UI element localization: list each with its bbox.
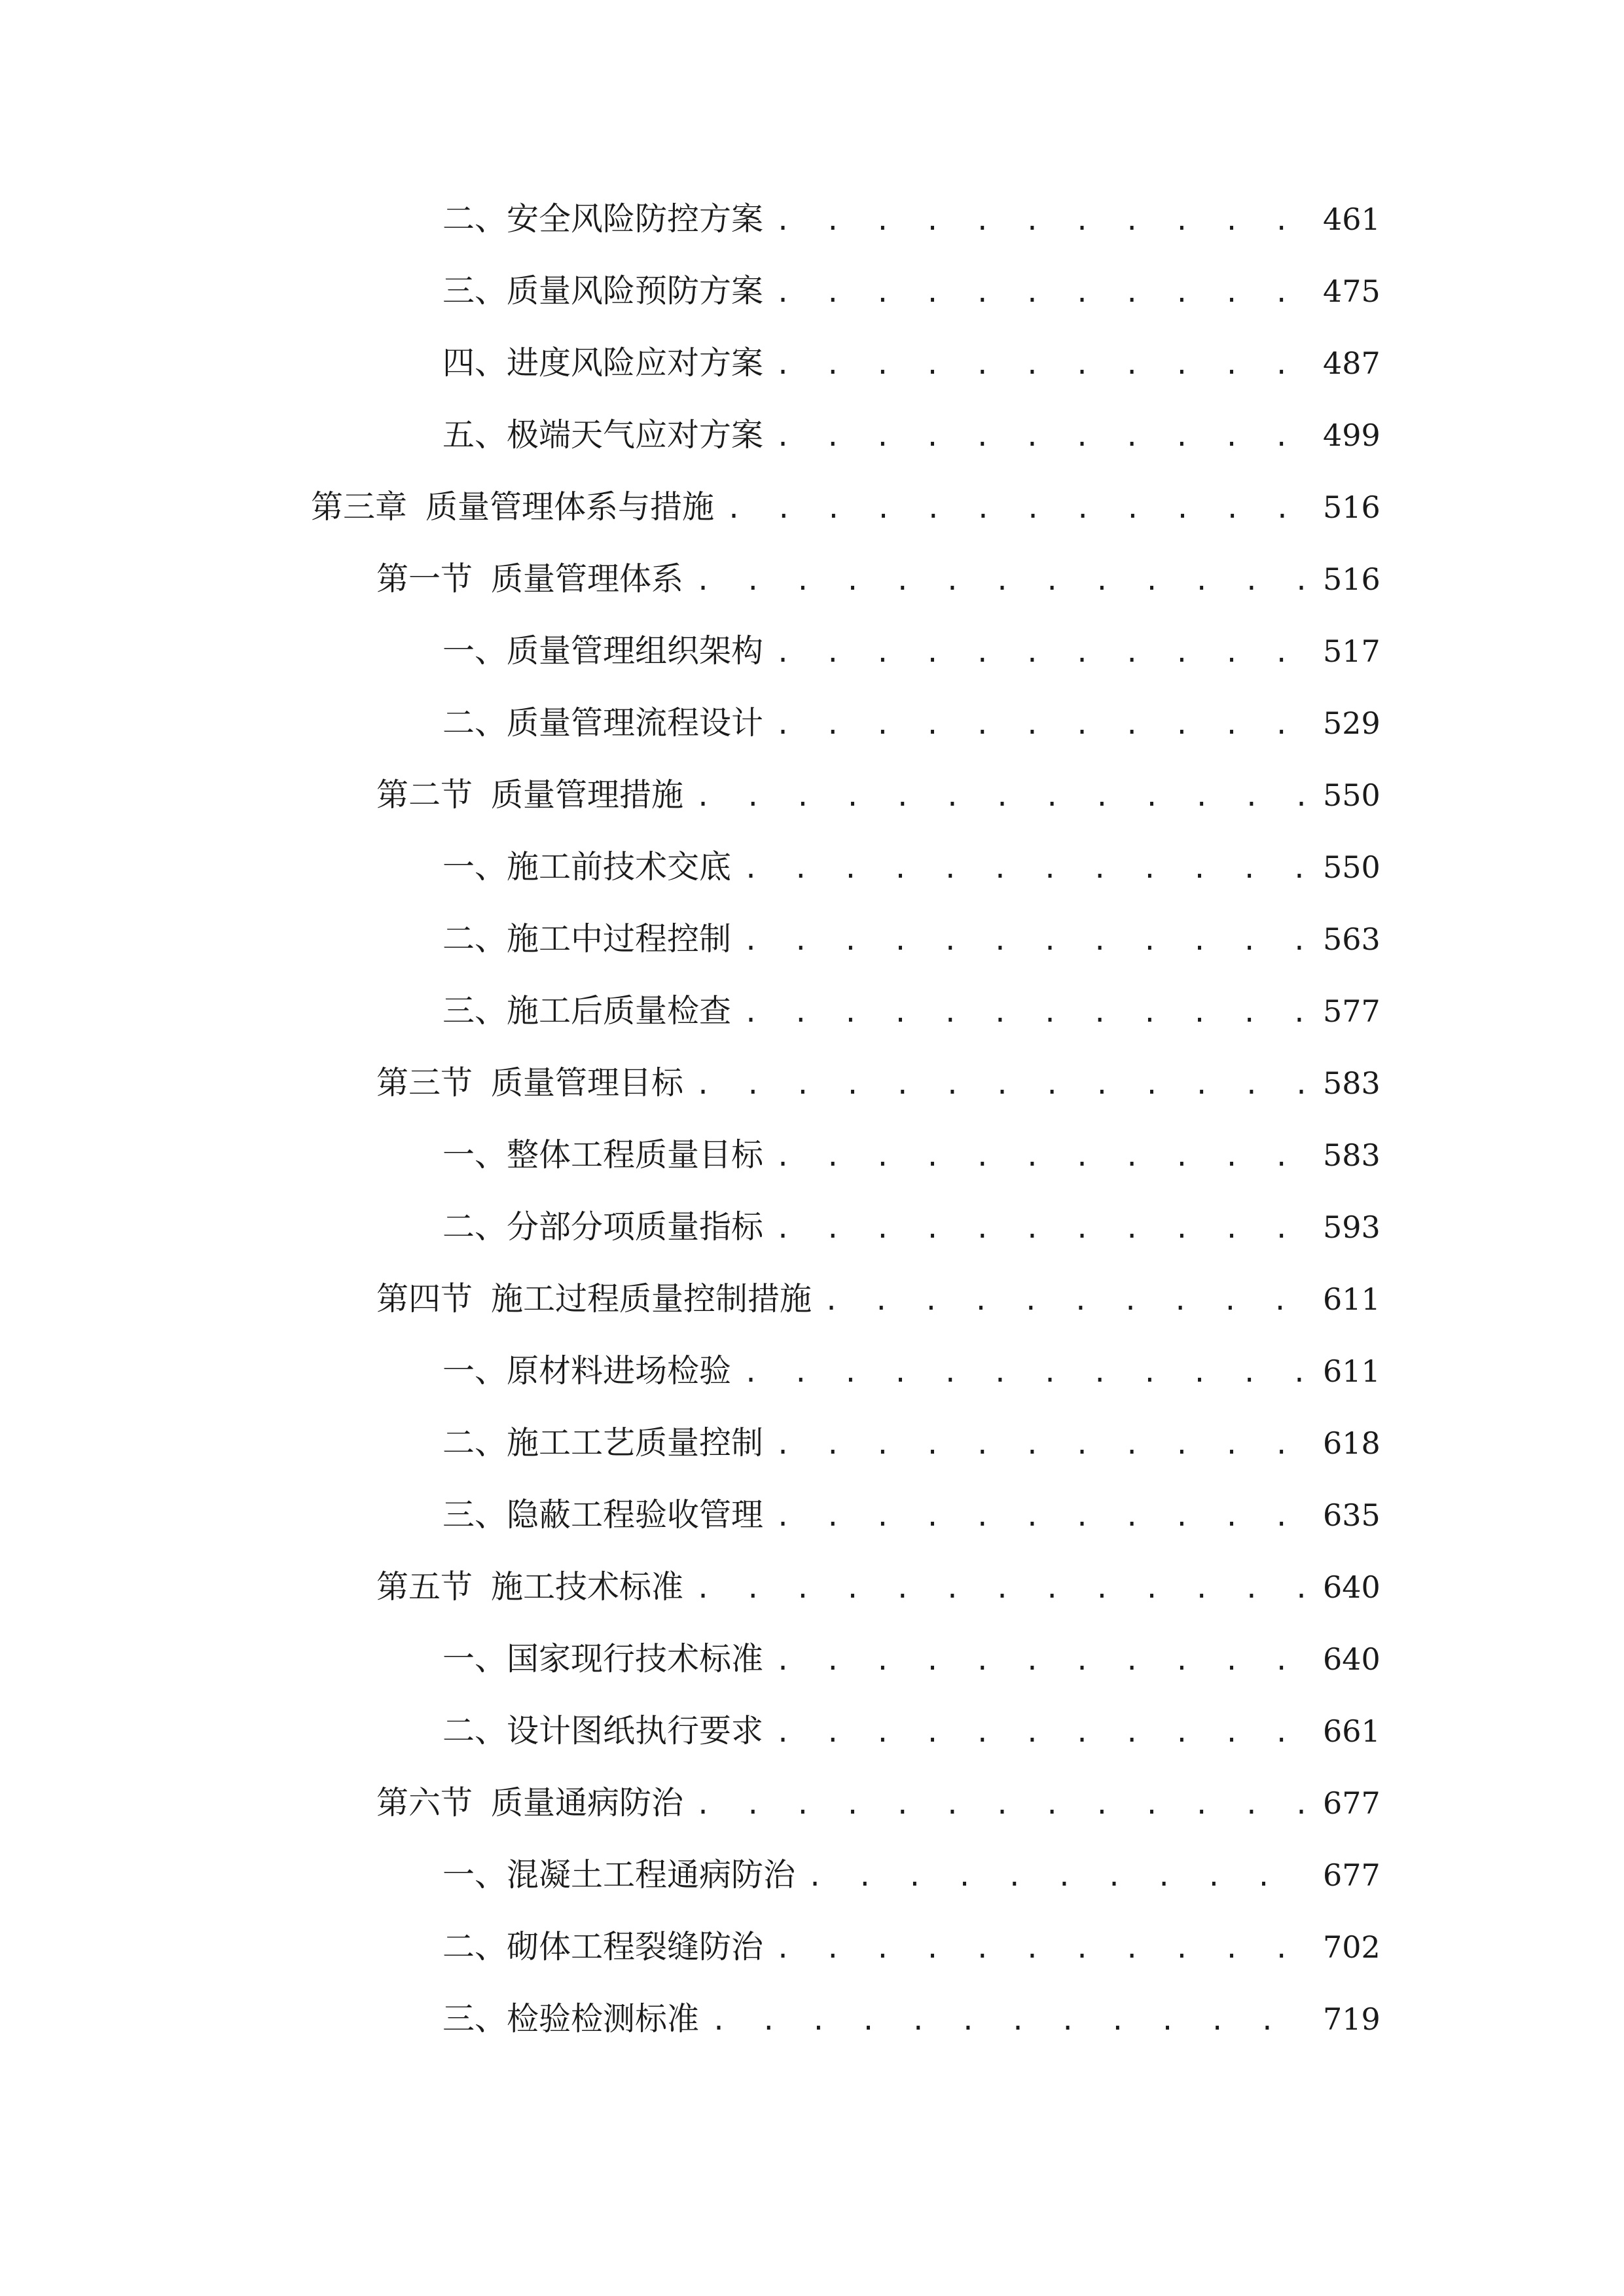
toc-entry[interactable] bbox=[0, 622, 1624, 694]
toc-entry-title: 质量通病防治 bbox=[491, 1784, 684, 1821]
toc-entry[interactable] bbox=[0, 1846, 1624, 1918]
toc-entry-title: 质量管理目标 bbox=[491, 1064, 684, 1102]
toc-entry-number: 二、 bbox=[442, 200, 507, 238]
toc-dot-leader bbox=[743, 912, 1308, 971]
toc-entry-number: 一、 bbox=[442, 1352, 507, 1390]
toc-entry-number: 第一节 bbox=[376, 560, 473, 598]
toc-entry-title: 施工中过程控制 bbox=[507, 920, 732, 958]
toc-dot-leader bbox=[775, 1920, 1308, 1979]
toc-entry-title: 质量管理组织架构 bbox=[507, 632, 764, 670]
toc-entry-number: 二、 bbox=[442, 1712, 507, 1749]
toc-dot-leader bbox=[726, 480, 1308, 539]
toc-entry-number: 一、 bbox=[442, 632, 507, 670]
toc-entry[interactable] bbox=[0, 910, 1624, 982]
toc-entry[interactable] bbox=[0, 1558, 1624, 1630]
toc-entry[interactable] bbox=[0, 982, 1624, 1054]
toc-dot-leader bbox=[695, 1776, 1308, 1835]
toc-entry-number: 一、 bbox=[442, 848, 507, 886]
toc-entry-number: 一、 bbox=[442, 1136, 507, 1174]
toc-entry-page-number: 550 bbox=[1323, 850, 1380, 885]
toc-dot-leader bbox=[695, 552, 1308, 611]
toc-dot-leader bbox=[743, 840, 1308, 899]
toc-entry-title: 施工工艺质量控制 bbox=[507, 1424, 764, 1462]
toc-entry-title: 质量管理体系与措施 bbox=[425, 488, 715, 526]
toc-entry-page-number: 593 bbox=[1323, 1210, 1380, 1245]
toc-dot-leader bbox=[695, 1560, 1308, 1619]
toc-entry-title: 质量管理体系 bbox=[491, 560, 684, 598]
toc-entry-page-number: 618 bbox=[1323, 1426, 1380, 1461]
toc-entry[interactable] bbox=[0, 1486, 1624, 1558]
toc-entry-title: 整体工程质量目标 bbox=[507, 1136, 764, 1174]
toc-entry-page-number: 461 bbox=[1323, 202, 1380, 237]
toc-entry-title: 检验检测标准 bbox=[507, 2000, 700, 2037]
toc-entry[interactable] bbox=[0, 334, 1624, 406]
toc-entry-page-number: 499 bbox=[1323, 418, 1380, 453]
toc-entry-title: 质量管理流程设计 bbox=[507, 704, 764, 742]
toc-entry-number: 第六节 bbox=[376, 1784, 473, 1821]
toc-dot-leader bbox=[695, 1056, 1308, 1115]
toc-entry[interactable] bbox=[0, 1774, 1624, 1846]
toc-dot-leader bbox=[775, 336, 1308, 395]
toc-entry-title: 进度风险应对方案 bbox=[507, 344, 764, 382]
toc-entry[interactable] bbox=[0, 262, 1624, 334]
toc-entry-title: 施工技术标准 bbox=[491, 1568, 684, 1605]
toc-entry-number: 三、 bbox=[442, 272, 507, 310]
toc-entry-number: 三、 bbox=[442, 1496, 507, 1534]
toc-dot-leader bbox=[775, 1128, 1308, 1187]
toc-entry-title: 砌体工程裂缝防治 bbox=[507, 1928, 764, 1965]
toc-entry-title: 国家现行技术标准 bbox=[507, 1640, 764, 1677]
toc-entry-page-number: 635 bbox=[1323, 1498, 1380, 1533]
table-of-contents bbox=[0, 190, 1624, 2062]
toc-dot-leader bbox=[743, 1344, 1308, 1403]
toc-entry-number: 三、 bbox=[442, 992, 507, 1030]
toc-entry[interactable] bbox=[0, 1342, 1624, 1414]
toc-entry-page-number: 677 bbox=[1323, 1785, 1380, 1821]
toc-entry-page-number: 719 bbox=[1323, 2001, 1380, 2037]
toc-dot-leader bbox=[775, 696, 1308, 755]
toc-entry-number: 一、 bbox=[442, 1856, 507, 1893]
toc-entry-page-number: 677 bbox=[1323, 1857, 1380, 1893]
toc-entry-number: 二、 bbox=[442, 1208, 507, 1246]
toc-entry-title: 隐蔽工程验收管理 bbox=[507, 1496, 764, 1534]
toc-entry[interactable] bbox=[0, 766, 1624, 838]
toc-entry[interactable] bbox=[0, 1054, 1624, 1126]
toc-entry-number: 四、 bbox=[442, 344, 507, 382]
toc-entry-title: 原材料进场检验 bbox=[507, 1352, 732, 1390]
toc-entry[interactable] bbox=[0, 1198, 1624, 1270]
toc-entry[interactable] bbox=[0, 1270, 1624, 1342]
toc-entry-number: 第四节 bbox=[376, 1280, 473, 1318]
toc-entry[interactable] bbox=[0, 1702, 1624, 1774]
toc-dot-leader bbox=[775, 1200, 1308, 1259]
toc-entry-title: 分部分项质量指标 bbox=[507, 1208, 764, 1246]
toc-entry-page-number: 583 bbox=[1323, 1138, 1380, 1173]
toc-entry-page-number: 640 bbox=[1323, 1570, 1380, 1605]
toc-entry-title: 施工前技术交底 bbox=[507, 848, 732, 886]
toc-dot-leader bbox=[775, 192, 1308, 251]
toc-dot-leader bbox=[695, 768, 1308, 827]
toc-entry-page-number: 640 bbox=[1323, 1641, 1380, 1677]
toc-entry-number: 二、 bbox=[442, 1928, 507, 1965]
toc-dot-leader bbox=[775, 264, 1308, 323]
toc-entry-page-number: 516 bbox=[1323, 562, 1380, 597]
toc-dot-leader bbox=[775, 408, 1308, 467]
toc-entry-page-number: 516 bbox=[1323, 490, 1380, 525]
toc-dot-leader bbox=[807, 1848, 1308, 1907]
toc-entry[interactable] bbox=[0, 550, 1624, 622]
toc-dot-leader bbox=[775, 1488, 1308, 1547]
toc-entry[interactable] bbox=[0, 1990, 1624, 2062]
toc-entry-title: 混凝土工程通病防治 bbox=[507, 1856, 796, 1893]
toc-entry[interactable] bbox=[0, 694, 1624, 766]
toc-entry-title: 质量管理措施 bbox=[491, 776, 684, 814]
toc-dot-leader bbox=[775, 624, 1308, 683]
toc-entry-page-number: 661 bbox=[1323, 1713, 1380, 1749]
toc-dot-leader bbox=[775, 1632, 1308, 1691]
toc-entry-page-number: 577 bbox=[1323, 994, 1380, 1029]
toc-entry-number: 第二节 bbox=[376, 776, 473, 814]
toc-entry[interactable] bbox=[0, 1918, 1624, 1990]
toc-entry[interactable] bbox=[0, 190, 1624, 262]
toc-entry-title: 施工后质量检查 bbox=[507, 992, 732, 1030]
toc-entry-page-number: 563 bbox=[1323, 922, 1380, 957]
toc-entry-number: 第五节 bbox=[376, 1568, 473, 1605]
toc-entry-number: 三、 bbox=[442, 2000, 507, 2037]
toc-entry-page-number: 517 bbox=[1323, 634, 1380, 669]
toc-entry-number: 第三节 bbox=[376, 1064, 473, 1102]
toc-entry-page-number: 475 bbox=[1323, 274, 1380, 309]
toc-entry[interactable] bbox=[0, 1414, 1624, 1486]
toc-entry-number: 第三章 bbox=[311, 488, 408, 526]
toc-dot-leader bbox=[711, 1992, 1308, 2051]
toc-entry[interactable] bbox=[0, 838, 1624, 910]
toc-entry-number: 五、 bbox=[442, 416, 507, 454]
toc-entry[interactable] bbox=[0, 478, 1624, 550]
toc-entry-title: 施工过程质量控制措施 bbox=[491, 1280, 812, 1318]
toc-entry-title: 设计图纸执行要求 bbox=[507, 1712, 764, 1749]
toc-dot-leader bbox=[823, 1272, 1308, 1331]
toc-entry-page-number: 550 bbox=[1323, 778, 1380, 813]
toc-dot-leader bbox=[775, 1416, 1308, 1475]
toc-dot-leader bbox=[775, 1704, 1308, 1763]
toc-entry-title: 质量风险预防方案 bbox=[507, 272, 764, 310]
toc-entry-number: 二、 bbox=[442, 704, 507, 742]
toc-dot-leader bbox=[743, 984, 1308, 1043]
toc-entry-page-number: 529 bbox=[1323, 706, 1380, 741]
toc-entry[interactable] bbox=[0, 406, 1624, 478]
toc-entry-number: 二、 bbox=[442, 1424, 507, 1462]
toc-entry-page-number: 487 bbox=[1323, 346, 1380, 381]
toc-entry-page-number: 611 bbox=[1323, 1282, 1380, 1317]
toc-entry-page-number: 702 bbox=[1323, 1929, 1380, 1965]
toc-entry-title: 极端天气应对方案 bbox=[507, 416, 764, 454]
toc-entry[interactable] bbox=[0, 1126, 1624, 1198]
toc-entry-number: 一、 bbox=[442, 1640, 507, 1677]
toc-entry-title: 安全风险防控方案 bbox=[507, 200, 764, 238]
toc-entry-page-number: 583 bbox=[1323, 1066, 1380, 1101]
toc-entry[interactable] bbox=[0, 1630, 1624, 1702]
toc-entry-page-number: 611 bbox=[1323, 1354, 1380, 1389]
toc-entry-number: 二、 bbox=[442, 920, 507, 958]
